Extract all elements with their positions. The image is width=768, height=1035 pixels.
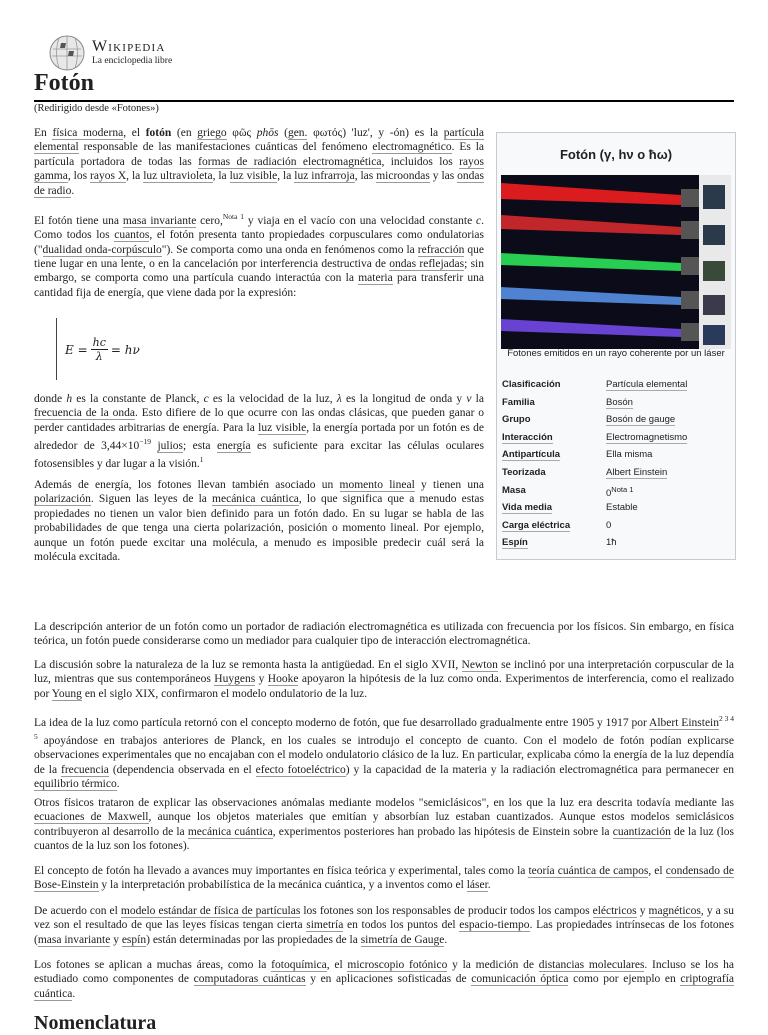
text: . Las propiedades intrínsecas de los fotones (	[34, 919, 734, 946]
wiki-link[interactable]: Newton	[461, 659, 498, 671]
infobox-row	[502, 397, 730, 408]
wiki-link[interactable]: Huygens	[214, 673, 256, 686]
infobox-title: Fotón (γ, hν o ħω)	[559, 147, 673, 162]
text: , confirmaron el modelo ondulatorio de la luz.	[155, 687, 368, 700]
wiki-link[interactable]: mecánica cuántica	[187, 825, 273, 838]
infobox-label-text[interactable]: Espín	[502, 537, 528, 549]
italic-text: c	[203, 393, 209, 405]
text: .	[487, 879, 491, 892]
wiki-link[interactable]: gen.	[287, 127, 308, 139]
small-caps-text: XIX	[134, 687, 156, 700]
infobox-label-text[interactable]: Carga eléctrica	[502, 519, 571, 531]
infobox-label-text: Grupo	[502, 414, 531, 426]
wiki-link[interactable]: ecuaciones de Maxwell	[34, 811, 149, 824]
text: y tienen una	[414, 479, 485, 491]
wiki-link[interactable]: cuantización	[612, 825, 671, 838]
infobox-label-text[interactable]: Interacción	[502, 431, 553, 443]
infobox-label[interactable]	[502, 537, 606, 548]
text: es la longitud de onda y	[341, 393, 467, 405]
text: ) están determinadas por las propiedades de la	[146, 933, 361, 946]
wiki-link[interactable]: espacio-tiempo	[459, 919, 530, 932]
logo-title: Wikipedia	[92, 38, 166, 55]
body-paragraph-1	[34, 620, 734, 649]
wiki-link[interactable]: Young	[51, 687, 82, 700]
wiki-link[interactable]: espín	[121, 933, 147, 946]
text: Los fotones se aplican a muchas áreas, como la	[34, 959, 272, 971]
laser-beams-image[interactable]	[501, 175, 731, 349]
wiki-link[interactable]: momento lineal	[339, 479, 415, 491]
intro-paragraph-4	[34, 478, 484, 564]
text: (dependencia observada en el	[108, 763, 256, 776]
text: φῶς	[226, 127, 257, 139]
infobox-row	[502, 449, 730, 460]
text: responsable de las manifestaciones cuánticas del fenómeno	[78, 141, 373, 154]
text: El fotón tiene una	[34, 214, 123, 227]
text: , el fotón presenta tanto propiedades corpusculares como ondulatorias ("	[34, 229, 484, 256]
italic-text: h	[66, 393, 73, 405]
text: . Es la partícula portadora de todas las	[34, 141, 484, 168]
text: "). Se comporta como una onda en fenómenos como la	[161, 243, 418, 256]
text: .	[116, 778, 120, 791]
text: para transferir una cantidad fija de energía, que viene dada por la expresión:	[34, 272, 484, 299]
wiki-link[interactable]: teoría cuántica de campos	[528, 865, 649, 877]
text: que tiene lugar en una lente, o en la cancelación por interferencia destructiva de	[34, 243, 484, 271]
text: , la	[212, 170, 230, 183]
wiki-link[interactable]: dualidad onda-corpúsculo	[42, 243, 162, 256]
text: cero,	[196, 214, 223, 227]
infobox-label	[502, 414, 606, 425]
text: los fotones son los responsables de producir todos los campos	[300, 905, 593, 917]
text: φωτός) 'luz', y -ón) es la	[307, 127, 444, 139]
text: donde	[34, 393, 67, 405]
text: , la energía portada por un fotón es de alrededor de 3,44×10	[34, 421, 485, 453]
text: en todos los puntos del	[343, 919, 460, 932]
formula-numerator: hc	[92, 336, 106, 349]
text: como por ejemplo en	[568, 973, 681, 986]
infobox-value-text: Ella misma	[606, 449, 653, 461]
text: , el	[123, 127, 146, 139]
wiki-link[interactable]: condensado de Bose-Einstein	[34, 865, 734, 892]
text: apoyaron la hipótesis de la luz como onda. Experimentos de interferencia, como el realizado por	[34, 673, 734, 700]
text: Además de energía, los fotones llevan también asociado un	[34, 479, 340, 491]
infobox-label[interactable]	[502, 520, 606, 531]
infobox-row	[502, 520, 730, 531]
infobox-label-text[interactable]: Antipartícula	[502, 449, 561, 461]
infobox-value-text[interactable]: Bosón de gauge	[606, 414, 676, 426]
infobox	[496, 132, 736, 560]
wiki-link[interactable]: Albert Einstein	[649, 716, 719, 729]
infobox-label-text: Familia	[502, 396, 535, 408]
small-caps-text: XVII	[431, 659, 456, 671]
wiki-link[interactable]: mecánica cuántica	[212, 493, 299, 506]
wiki-link[interactable]: materia	[358, 272, 393, 285]
formula-fraction	[91, 336, 108, 363]
infobox-label	[502, 397, 606, 408]
infobox-label	[502, 379, 606, 390]
reference-superscript[interactable]: Nota 1	[222, 212, 245, 221]
text: se inclinó por una interpretación corpuscular de la luz, mientras que sus contemporáneos	[34, 659, 735, 686]
text: ; sin embargo, se comporta como una partícula cuando interactúa con la	[34, 258, 484, 285]
wiki-link[interactable]: rayos gamma	[34, 155, 484, 183]
reference-superscript[interactable]: −19	[139, 437, 151, 447]
wikipedia-globe-icon	[48, 34, 86, 72]
formula-denominator: λ	[95, 350, 103, 363]
infobox-value-text[interactable]: Electromagnetismo	[606, 431, 688, 443]
wiki-link[interactable]: ondas de radio	[34, 170, 485, 197]
logo-subtitle: La enciclopedia libre	[92, 56, 173, 66]
wiki-link[interactable]: efecto fotoeléctrico	[255, 763, 346, 776]
text: la	[471, 393, 484, 405]
text: ; esta	[183, 440, 217, 453]
wiki-link[interactable]: eléctricos	[592, 905, 637, 917]
wiki-link[interactable]: microondas	[376, 170, 430, 183]
body-paragraph-4	[34, 796, 734, 854]
infobox-value[interactable]	[606, 414, 730, 425]
wiki-link[interactable]: ondas reflejadas	[389, 258, 465, 271]
infobox-value-text: 0	[606, 519, 612, 531]
text: Otros físicos trataron de explicar las observaciones anómalas mediante modelos "semiclásicos", en los que la luz era descrita todavía mediante las	[34, 797, 734, 809]
energy-formula	[56, 318, 177, 380]
wiki-link[interactable]: luz visible	[258, 421, 307, 434]
text: , experimentos posteriores han probado las hipótesis de Einstein sobre la	[272, 825, 613, 838]
text: El concepto de fotón ha llevado a avances muy importantes en física teórica y experimental, tales como la	[34, 865, 529, 877]
body-paragraph-2	[34, 658, 734, 701]
italic-text: c	[476, 214, 482, 227]
infobox-value-text[interactable]: Bosón	[606, 396, 633, 408]
text: , el	[326, 959, 348, 971]
wiki-link[interactable]: simetría	[306, 919, 344, 932]
infobox-row	[502, 467, 730, 478]
text: La discusión sobre la naturaleza de la luz se remonta hasta la antigüedad. En el siglo	[34, 659, 432, 671]
infobox-row	[502, 537, 730, 548]
infobox-value-text[interactable]: Albert Einstein	[606, 467, 668, 478]
text: y en aplicaciones sofisticadas de	[305, 973, 472, 986]
text: es suficiente para excitar las células oculares fotosensibles y dar lugar a la visión.	[34, 440, 485, 471]
text: y	[110, 933, 122, 946]
wiki-link[interactable]: física moderna	[52, 127, 124, 139]
text: La descripción anterior de un fotón como un portador de radiación electromagnética es utilizada con frecuencia por los físicos. Sin embargo, en física teórica, un fotón puede considerarse como un mediador para cualquier tipo de interacción electromagnética.	[34, 621, 734, 648]
infobox-value[interactable]	[606, 432, 730, 443]
infobox-label-text: Teorizada	[502, 467, 546, 478]
section-heading-nomenclatura: Nomenclatura	[34, 1012, 157, 1034]
infobox-row	[502, 414, 730, 425]
text: .	[72, 987, 76, 1000]
text: . Esto difiere de lo que ocurre con las ondas clásicas, que pueden ganar o perder cantidades arbitrarias de energía. Para la	[34, 407, 485, 434]
page-title: Fotón	[34, 70, 94, 96]
text: , la	[126, 170, 144, 183]
formula-rhs: = hν	[110, 342, 140, 357]
text: apoyándose en trabajos anteriores de Planck, en los cuales se introdujo el concepto de cuanto. Con el modelo de fotón podían explicarse observaciones experimentales que no encajaban con el modelo ondulatorio clásico de la luz. En particular, explicaba cómo la energía de la luz dependía de la	[34, 735, 734, 776]
body-paragraph-3	[34, 712, 734, 792]
text: , y a su vez son el resultado de que las leyes físicas tengan cierta	[34, 905, 734, 932]
wiki-link[interactable]: equilibrio térmico	[34, 778, 117, 791]
body-paragraph-7	[34, 958, 734, 1001]
formula-lhs: E =	[65, 342, 88, 357]
redirect-note: (Redirigido desde «Fotones»)	[34, 103, 159, 114]
text: , el	[648, 865, 666, 877]
text: , los	[67, 170, 91, 183]
infobox-label-text: Clasificación	[502, 379, 561, 390]
reference-superscript[interactable]: Nota 1	[611, 484, 634, 494]
infobox-label	[502, 467, 606, 478]
wiki-link[interactable]: refracción	[417, 243, 465, 256]
infobox-value	[606, 449, 730, 460]
infobox-label-text[interactable]: Vida media	[502, 502, 552, 514]
body-paragraph-5	[34, 864, 734, 893]
wiki-link[interactable]: frecuencia	[61, 763, 109, 776]
infobox-label[interactable]	[502, 432, 606, 443]
wiki-link[interactable]: julios	[157, 440, 183, 453]
bold-text: fotón	[145, 127, 172, 139]
infobox-row	[502, 485, 730, 499]
wiki-link[interactable]: polarización	[34, 493, 91, 506]
text: , aunque los objetos materiales que emitían y absorbían luz estaban cuantizados. Aunque estos modelos semiclásicos contribuyeron al desarrollo de la	[34, 811, 734, 838]
text: y la interpretación probabilística de la mecánica cuántica, y a inventos como el	[98, 879, 467, 892]
text: es la constante de Planck,	[72, 393, 204, 405]
text: La idea de la luz como partícula retornó con el concepto moderno de fotón, que fue desarrollado gradualmente entre 1905 y 1917 por	[34, 716, 650, 729]
reference-superscript[interactable]: 2 3 4 5	[34, 714, 735, 742]
wiki-link[interactable]: criptografía cuántica	[34, 973, 735, 1000]
text: , las	[354, 170, 377, 183]
wiki-link[interactable]: masa invariante	[37, 933, 111, 946]
wiki-link[interactable]: partícula elemental	[34, 127, 485, 154]
text: . Siguen las leyes de la	[90, 493, 213, 506]
text: .	[71, 184, 75, 197]
infobox-value-text: 0	[606, 487, 612, 499]
infobox-label	[502, 485, 606, 499]
text: y las	[429, 170, 458, 183]
infobox-value-text: Estable	[606, 502, 638, 514]
text: , la	[277, 170, 295, 183]
wiki-link[interactable]: comunicación óptica	[471, 973, 569, 986]
infobox-label-text: Masa	[502, 484, 526, 496]
wiki-link[interactable]: griego	[197, 127, 227, 139]
italic-text: ν	[466, 393, 472, 405]
infobox-value	[606, 537, 730, 548]
intro-paragraph-3	[34, 392, 484, 472]
reference-superscript[interactable]: 1	[199, 455, 204, 465]
wiki-link[interactable]: energía	[216, 440, 251, 453]
text: (	[278, 127, 288, 139]
infobox-value-text: 1ħ	[606, 537, 617, 549]
wiki-link[interactable]: luz visible	[229, 170, 278, 183]
wiki-link[interactable]: cuantos	[114, 229, 150, 242]
wiki-link[interactable]: formas de radiación electromagnética	[198, 155, 382, 168]
text: es la velocidad de la luz,	[208, 393, 337, 405]
text: ,	[455, 659, 462, 671]
wiki-link[interactable]: frecuencia de la onda	[34, 407, 135, 420]
wikipedia-logo[interactable]	[48, 34, 172, 72]
wiki-link[interactable]: computadoras cuánticas	[193, 973, 306, 986]
wiki-link[interactable]: simetría de Gauge	[360, 933, 445, 946]
wiki-link[interactable]: luz ultravioleta	[143, 170, 213, 183]
infobox-row	[502, 379, 730, 390]
text: de la luz (los cuantos de la luz son los fotones).	[34, 825, 734, 853]
wiki-link[interactable]: masa invariante	[122, 214, 197, 227]
text: y la medición de	[447, 959, 539, 971]
text: y	[636, 905, 649, 917]
text: . Incluso se los ha estudiado como componentes de	[34, 959, 734, 986]
intro-paragraph-2	[34, 210, 484, 300]
wiki-link[interactable]: luz infrarroja	[294, 170, 355, 183]
text: (en	[171, 127, 198, 139]
text: ) y la capacidad de la materia y la radiación electromagnética para permanecer en	[345, 763, 734, 776]
infobox-row	[502, 502, 730, 513]
italic-text: λ	[336, 393, 342, 405]
wiki-link[interactable]: magnéticos	[648, 905, 701, 917]
wiki-link[interactable]: modelo estándar de física de partículas	[120, 905, 301, 917]
wiki-link[interactable]: láser	[466, 879, 488, 892]
infobox-value	[606, 502, 730, 513]
infobox-value[interactable]	[606, 467, 730, 478]
infobox-label[interactable]	[502, 502, 606, 513]
wiki-link[interactable]: fotoquímica	[271, 959, 327, 971]
text: y viaja en el vacío con una velocidad constante	[244, 214, 477, 227]
infobox-value[interactable]	[606, 379, 730, 390]
infobox-value[interactable]	[606, 397, 730, 408]
infobox-caption: Fotones emitidos en un rayo coherente por un láser	[507, 348, 725, 359]
wiki-link[interactable]: rayos X	[90, 170, 127, 183]
text: , incluidos los	[381, 155, 460, 168]
wiki-link[interactable]: electromagnético	[372, 141, 452, 154]
italic-text: phōs	[256, 127, 279, 139]
text: De acuerdo con el	[34, 905, 121, 917]
text: , lo que significa que a menudo estas propiedades no tienen un valor bien definido para un fotón dado. En su lugar se habla de las probabilidades de que tenga una cierta polarización, posición o momento lineal. Por ejemplo, aunque un fotón puede excitar una molécula, a menudo es imposible predecir cuál será la molécula excitada.	[34, 493, 484, 564]
text: .	[444, 933, 448, 946]
infobox-value	[606, 520, 730, 531]
infobox-row	[502, 432, 730, 443]
infobox-value-text[interactable]: Partícula elemental	[606, 379, 688, 390]
text: y	[255, 673, 268, 686]
body-paragraph-6	[34, 904, 734, 947]
wiki-link[interactable]: Hooke	[267, 673, 299, 686]
infobox-value	[606, 485, 730, 499]
text: En	[34, 127, 53, 139]
wiki-link[interactable]: distancias moleculares	[538, 959, 645, 971]
infobox-label[interactable]	[502, 449, 606, 460]
text: . Como todos los	[34, 214, 485, 242]
wiki-link[interactable]: microscopio fotónico	[347, 959, 448, 971]
text: en el siglo	[81, 687, 135, 700]
intro-paragraph-1	[34, 126, 484, 198]
